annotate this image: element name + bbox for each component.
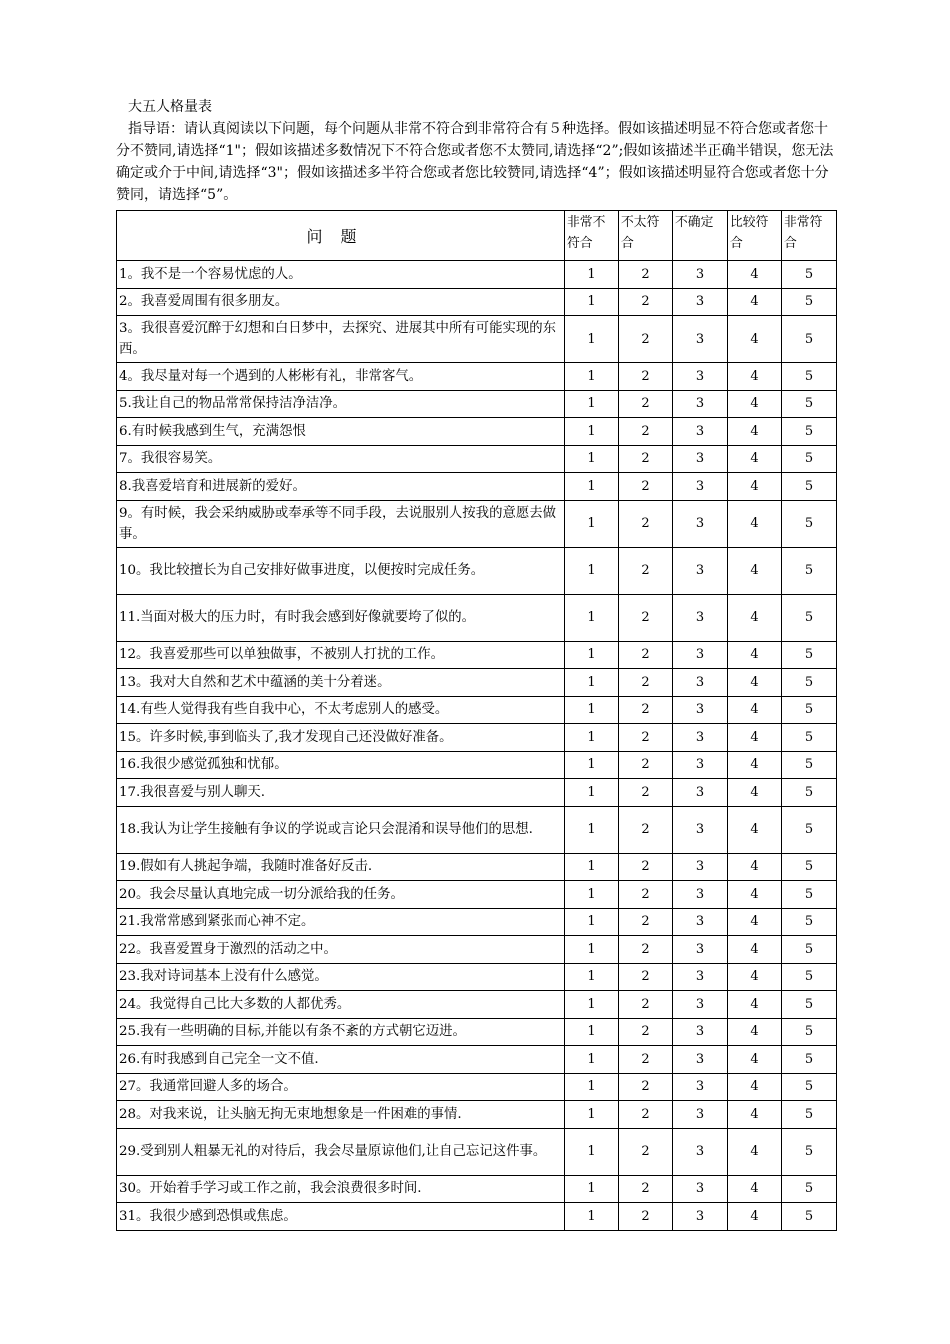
- rating-option-5[interactable]: 5: [782, 696, 837, 724]
- rating-option-5[interactable]: 5: [782, 261, 837, 289]
- rating-option-1[interactable]: 1: [565, 1101, 619, 1129]
- question-row: [117, 1175, 837, 1203]
- rating-option-2[interactable]: 2: [619, 963, 673, 991]
- question-row: [117, 1046, 837, 1074]
- rating-option-1[interactable]: 1: [565, 641, 619, 669]
- question-text: 16.我很少感觉孤独和忧郁。: [117, 751, 565, 779]
- rating-option-2[interactable]: 2: [619, 316, 673, 363]
- rating-option-1[interactable]: 1: [565, 261, 619, 289]
- option-header-5: 非常符合: [782, 211, 837, 261]
- rating-option-4[interactable]: 4: [728, 1203, 782, 1231]
- rating-option-2[interactable]: 2: [619, 1101, 673, 1129]
- question-text: 6.有时候我感到生气，充满怨恨: [117, 418, 565, 446]
- rating-option-3[interactable]: 3: [673, 779, 728, 807]
- rating-option-1[interactable]: 1: [565, 418, 619, 446]
- rating-option-5[interactable]: 5: [782, 473, 837, 501]
- rating-option-1[interactable]: 1: [565, 316, 619, 363]
- rating-option-5[interactable]: 5: [782, 853, 837, 881]
- rating-option-1[interactable]: 1: [565, 1175, 619, 1203]
- rating-option-5[interactable]: 5: [782, 641, 837, 669]
- question-row: [117, 881, 837, 909]
- rating-option-3[interactable]: 3: [673, 261, 728, 289]
- rating-option-4[interactable]: 4: [728, 445, 782, 473]
- rating-option-5[interactable]: 5: [782, 418, 837, 446]
- rating-option-2[interactable]: 2: [619, 853, 673, 881]
- question-text: 27。我通常回避人多的场合。: [117, 1073, 565, 1101]
- rating-option-3[interactable]: 3: [673, 881, 728, 909]
- rating-option-5[interactable]: 5: [782, 724, 837, 752]
- question-text: 14.有些人觉得我有些自我中心，不太考虑别人的感受。: [117, 696, 565, 724]
- question-row: [117, 806, 837, 853]
- option-header-2: 不太符合: [619, 211, 673, 261]
- question-row: [117, 473, 837, 501]
- rating-option-2[interactable]: 2: [619, 724, 673, 752]
- rating-option-5[interactable]: 5: [782, 908, 837, 936]
- question-text: 29.受到别人粗暴无礼的对待后，我会尽量原谅他们,让自己忘记这件事。: [117, 1128, 565, 1175]
- rating-option-5[interactable]: 5: [782, 1073, 837, 1101]
- question-row: [117, 418, 837, 446]
- rating-option-1[interactable]: 1: [565, 547, 619, 594]
- rating-option-2[interactable]: 2: [619, 806, 673, 853]
- rating-option-1[interactable]: 1: [565, 1073, 619, 1101]
- rating-option-1[interactable]: 1: [565, 288, 619, 316]
- question-row: [117, 853, 837, 881]
- rating-option-4[interactable]: 4: [728, 1175, 782, 1203]
- rating-option-5[interactable]: 5: [782, 390, 837, 418]
- rating-option-4[interactable]: 4: [728, 853, 782, 881]
- rating-option-2[interactable]: 2: [619, 908, 673, 936]
- rating-option-1[interactable]: 1: [565, 500, 619, 547]
- question-row: [117, 445, 837, 473]
- rating-option-1[interactable]: 1: [565, 806, 619, 853]
- rating-option-3[interactable]: 3: [673, 936, 728, 964]
- question-text: 24。我觉得自己比大多数的人都优秀。: [117, 991, 565, 1019]
- rating-option-5[interactable]: 5: [782, 751, 837, 779]
- question-row: [117, 779, 837, 807]
- rating-option-5[interactable]: 5: [782, 1046, 837, 1074]
- question-row: [117, 751, 837, 779]
- rating-option-3[interactable]: 3: [673, 1101, 728, 1129]
- question-row: [117, 908, 837, 936]
- rating-option-4[interactable]: 4: [728, 936, 782, 964]
- rating-option-4[interactable]: 4: [728, 724, 782, 752]
- rating-option-4[interactable]: 4: [728, 751, 782, 779]
- rating-option-3[interactable]: 3: [673, 1018, 728, 1046]
- question-text: 5.我让自己的物品常常保持洁净洁净。: [117, 390, 565, 418]
- instructions-paragraph: 指导语：请认真阅读以下问题，每个问题从非常不符合到非常符合有５种选择。假如该描述明显不符合您或者您十分不赞同,请选择“1"；假如该描述多数情况下不符合您或者您不太赞同,请选择“2”;假如该描述半正确半错误，您无法确定或介于中间,请选择“3"；假如该描述多半符合您或者您比较赞同,请选择“4”；假如该描述明显符合您或者您十分赞同，请选择“5”。: [116, 121, 834, 203]
- question-row: [117, 1101, 837, 1129]
- document-title: 大五人格量表: [128, 99, 212, 115]
- question-text: 18.我认为让学生接触有争议的学说或言论只会混淆和误导他们的思想.: [117, 806, 565, 853]
- rating-option-4[interactable]: 4: [728, 1018, 782, 1046]
- rating-option-3[interactable]: 3: [673, 908, 728, 936]
- rating-option-4[interactable]: 4: [728, 1128, 782, 1175]
- table-header-row: [117, 211, 837, 261]
- rating-option-1[interactable]: 1: [565, 696, 619, 724]
- rating-option-2[interactable]: 2: [619, 1018, 673, 1046]
- rating-option-5[interactable]: 5: [782, 1018, 837, 1046]
- question-row: [117, 1018, 837, 1046]
- rating-option-3[interactable]: 3: [673, 1175, 728, 1203]
- rating-option-4[interactable]: 4: [728, 1073, 782, 1101]
- rating-option-3[interactable]: 3: [673, 547, 728, 594]
- rating-option-3[interactable]: 3: [673, 1073, 728, 1101]
- rating-option-3[interactable]: 3: [673, 696, 728, 724]
- rating-option-3[interactable]: 3: [673, 806, 728, 853]
- rating-option-5[interactable]: 5: [782, 1101, 837, 1129]
- rating-option-5[interactable]: 5: [782, 547, 837, 594]
- rating-option-2[interactable]: 2: [619, 751, 673, 779]
- option-header-4: 比较符合: [728, 211, 782, 261]
- rating-option-4[interactable]: 4: [728, 390, 782, 418]
- rating-option-2[interactable]: 2: [619, 1128, 673, 1175]
- rating-option-3[interactable]: 3: [673, 641, 728, 669]
- rating-option-3[interactable]: 3: [673, 418, 728, 446]
- rating-option-4[interactable]: 4: [728, 806, 782, 853]
- question-column-header: 问题: [117, 211, 565, 261]
- rating-option-4[interactable]: 4: [728, 641, 782, 669]
- rating-option-5[interactable]: 5: [782, 316, 837, 363]
- rating-option-3[interactable]: 3: [673, 1046, 728, 1074]
- question-text: 4。我尽量对每一个遇到的人彬彬有礼，非常客气。: [117, 363, 565, 391]
- rating-option-4[interactable]: 4: [728, 594, 782, 641]
- question-text: 13。我对大自然和艺术中蕴涵的美十分着迷。: [117, 669, 565, 697]
- rating-option-5[interactable]: 5: [782, 669, 837, 697]
- rating-option-1[interactable]: 1: [565, 473, 619, 501]
- rating-option-2[interactable]: 2: [619, 363, 673, 391]
- question-text: 23.我对诗词基本上没有什么感觉。: [117, 963, 565, 991]
- rating-option-3[interactable]: 3: [673, 288, 728, 316]
- rating-option-1[interactable]: 1: [565, 1018, 619, 1046]
- rating-option-5[interactable]: 5: [782, 881, 837, 909]
- rating-option-3[interactable]: 3: [673, 316, 728, 363]
- questionnaire-table: [116, 210, 837, 1231]
- rating-option-1[interactable]: 1: [565, 881, 619, 909]
- question-text: 15。许多时候,事到临头了,我才发现自己还没做好准备。: [117, 724, 565, 752]
- rating-option-2[interactable]: 2: [619, 1175, 673, 1203]
- rating-option-5[interactable]: 5: [782, 500, 837, 547]
- rating-option-3[interactable]: 3: [673, 963, 728, 991]
- rating-option-4[interactable]: 4: [728, 500, 782, 547]
- rating-option-4[interactable]: 4: [728, 991, 782, 1019]
- rating-option-1[interactable]: 1: [565, 936, 619, 964]
- rating-option-5[interactable]: 5: [782, 991, 837, 1019]
- rating-option-2[interactable]: 2: [619, 473, 673, 501]
- rating-option-3[interactable]: 3: [673, 390, 728, 418]
- question-row: [117, 547, 837, 594]
- rating-option-4[interactable]: 4: [728, 473, 782, 501]
- question-text: 11.当面对极大的压力时，有时我会感到好像就要垮了似的。: [117, 594, 565, 641]
- question-text: 26.有时我感到自己完全一文不值.: [117, 1046, 565, 1074]
- rating-option-1[interactable]: 1: [565, 963, 619, 991]
- rating-option-2[interactable]: 2: [619, 1203, 673, 1231]
- rating-option-5[interactable]: 5: [782, 594, 837, 641]
- question-text: 3。我很喜爱沉醉于幻想和白日梦中，去探究、进展其中所有可能实现的东西。: [117, 316, 565, 363]
- rating-option-2[interactable]: 2: [619, 261, 673, 289]
- rating-option-2[interactable]: 2: [619, 991, 673, 1019]
- question-text: 30。开始着手学习或工作之前，我会浪费很多时间.: [117, 1175, 565, 1203]
- rating-option-1[interactable]: 1: [565, 390, 619, 418]
- rating-option-4[interactable]: 4: [728, 908, 782, 936]
- rating-option-5[interactable]: 5: [782, 1175, 837, 1203]
- rating-option-5[interactable]: 5: [782, 779, 837, 807]
- rating-option-1[interactable]: 1: [565, 908, 619, 936]
- question-row: [117, 963, 837, 991]
- rating-option-1[interactable]: 1: [565, 779, 619, 807]
- question-text: 7。我很容易笑。: [117, 445, 565, 473]
- rating-option-3[interactable]: 3: [673, 500, 728, 547]
- rating-option-3[interactable]: 3: [673, 669, 728, 697]
- rating-option-2[interactable]: 2: [619, 547, 673, 594]
- rating-option-3[interactable]: 3: [673, 363, 728, 391]
- rating-option-2[interactable]: 2: [619, 445, 673, 473]
- question-row: [117, 1128, 837, 1175]
- rating-option-2[interactable]: 2: [619, 390, 673, 418]
- question-row: [117, 696, 837, 724]
- rating-option-5[interactable]: 5: [782, 1203, 837, 1231]
- rating-option-3[interactable]: 3: [673, 594, 728, 641]
- rating-option-2[interactable]: 2: [619, 288, 673, 316]
- question-text: 1。我不是一个容易忧虑的人。: [117, 261, 565, 289]
- rating-option-2[interactable]: 2: [619, 641, 673, 669]
- question-text: 8.我喜爱培育和进展新的爱好。: [117, 473, 565, 501]
- question-text: 25.我有一些明确的目标,并能以有条不紊的方式朝它迈进。: [117, 1018, 565, 1046]
- question-text: 12。我喜爱那些可以单独做事，不被别人打扰的工作。: [117, 641, 565, 669]
- rating-option-4[interactable]: 4: [728, 669, 782, 697]
- rating-option-5[interactable]: 5: [782, 1128, 837, 1175]
- rating-option-1[interactable]: 1: [565, 991, 619, 1019]
- rating-option-2[interactable]: 2: [619, 594, 673, 641]
- question-row: [117, 500, 837, 547]
- rating-option-4[interactable]: 4: [728, 363, 782, 391]
- rating-option-5[interactable]: 5: [782, 363, 837, 391]
- rating-option-3[interactable]: 3: [673, 724, 728, 752]
- question-row: [117, 669, 837, 697]
- question-row: [117, 641, 837, 669]
- rating-option-2[interactable]: 2: [619, 779, 673, 807]
- rating-option-2[interactable]: 2: [619, 1073, 673, 1101]
- rating-option-4[interactable]: 4: [728, 696, 782, 724]
- question-text: 2。我喜爱周围有很多朋友。: [117, 288, 565, 316]
- rating-option-5[interactable]: 5: [782, 445, 837, 473]
- rating-option-2[interactable]: 2: [619, 500, 673, 547]
- question-row: [117, 363, 837, 391]
- option-header-3: 不确定: [673, 211, 728, 261]
- rating-option-2[interactable]: 2: [619, 669, 673, 697]
- question-row: [117, 1203, 837, 1231]
- document: [116, 96, 836, 1231]
- rating-option-4[interactable]: 4: [728, 316, 782, 363]
- questions-body: [117, 261, 837, 1231]
- question-row: [117, 261, 837, 289]
- rating-option-3[interactable]: 3: [673, 751, 728, 779]
- rating-option-1[interactable]: 1: [565, 724, 619, 752]
- rating-option-1[interactable]: 1: [565, 445, 619, 473]
- rating-option-4[interactable]: 4: [728, 1101, 782, 1129]
- rating-option-1[interactable]: 1: [565, 853, 619, 881]
- question-row: [117, 390, 837, 418]
- rating-option-4[interactable]: 4: [728, 261, 782, 289]
- rating-option-3[interactable]: 3: [673, 853, 728, 881]
- rating-option-1[interactable]: 1: [565, 594, 619, 641]
- question-text: 31。我很少感到恐惧或焦虑。: [117, 1203, 565, 1231]
- question-row: [117, 316, 837, 363]
- rating-option-3[interactable]: 3: [673, 1128, 728, 1175]
- question-text: 10。我比较擅长为自己安排好做事进度，以便按时完成任务。: [117, 547, 565, 594]
- question-text: 9。有时候，我会采纳威胁或奉承等不同手段，去说服别人按我的意愿去做事。: [117, 500, 565, 547]
- rating-option-4[interactable]: 4: [728, 418, 782, 446]
- rating-option-4[interactable]: 4: [728, 881, 782, 909]
- rating-option-3[interactable]: 3: [673, 991, 728, 1019]
- question-text: 21.我常常感到紧张而心神不定。: [117, 908, 565, 936]
- rating-option-5[interactable]: 5: [782, 936, 837, 964]
- rating-option-3[interactable]: 3: [673, 445, 728, 473]
- rating-option-1[interactable]: 1: [565, 1046, 619, 1074]
- question-row: [117, 288, 837, 316]
- rating-option-4[interactable]: 4: [728, 1046, 782, 1074]
- rating-option-1[interactable]: 1: [565, 1128, 619, 1175]
- question-row: [117, 991, 837, 1019]
- rating-option-5[interactable]: 5: [782, 288, 837, 316]
- question-text: 17.我很喜爱与别人聊天.: [117, 779, 565, 807]
- question-text: 20。我会尽量认真地完成一切分派给我的任务。: [117, 881, 565, 909]
- rating-option-2[interactable]: 2: [619, 418, 673, 446]
- question-row: [117, 594, 837, 641]
- rating-option-3[interactable]: 3: [673, 1203, 728, 1231]
- rating-option-1[interactable]: 1: [565, 751, 619, 779]
- rating-option-4[interactable]: 4: [728, 963, 782, 991]
- question-row: [117, 1073, 837, 1101]
- question-row: [117, 936, 837, 964]
- rating-option-4[interactable]: 4: [728, 779, 782, 807]
- rating-option-4[interactable]: 4: [728, 288, 782, 316]
- rating-option-3[interactable]: 3: [673, 473, 728, 501]
- rating-option-1[interactable]: 1: [565, 669, 619, 697]
- rating-option-2[interactable]: 2: [619, 1046, 673, 1074]
- rating-option-1[interactable]: 1: [565, 363, 619, 391]
- question-row: [117, 724, 837, 752]
- rating-option-2[interactable]: 2: [619, 696, 673, 724]
- rating-option-2[interactable]: 2: [619, 881, 673, 909]
- rating-option-2[interactable]: 2: [619, 936, 673, 964]
- question-text: 22。我喜爱置身于激烈的活动之中。: [117, 936, 565, 964]
- option-header-1: 非常不符合: [565, 211, 619, 261]
- rating-option-5[interactable]: 5: [782, 963, 837, 991]
- question-text: 28。对我来说，让头脑无拘无束地想象是一件困难的事情.: [117, 1101, 565, 1129]
- question-text: 19.假如有人挑起争端，我随时准备好反击.: [117, 853, 565, 881]
- rating-option-1[interactable]: 1: [565, 1203, 619, 1231]
- rating-option-5[interactable]: 5: [782, 806, 837, 853]
- rating-option-4[interactable]: 4: [728, 547, 782, 594]
